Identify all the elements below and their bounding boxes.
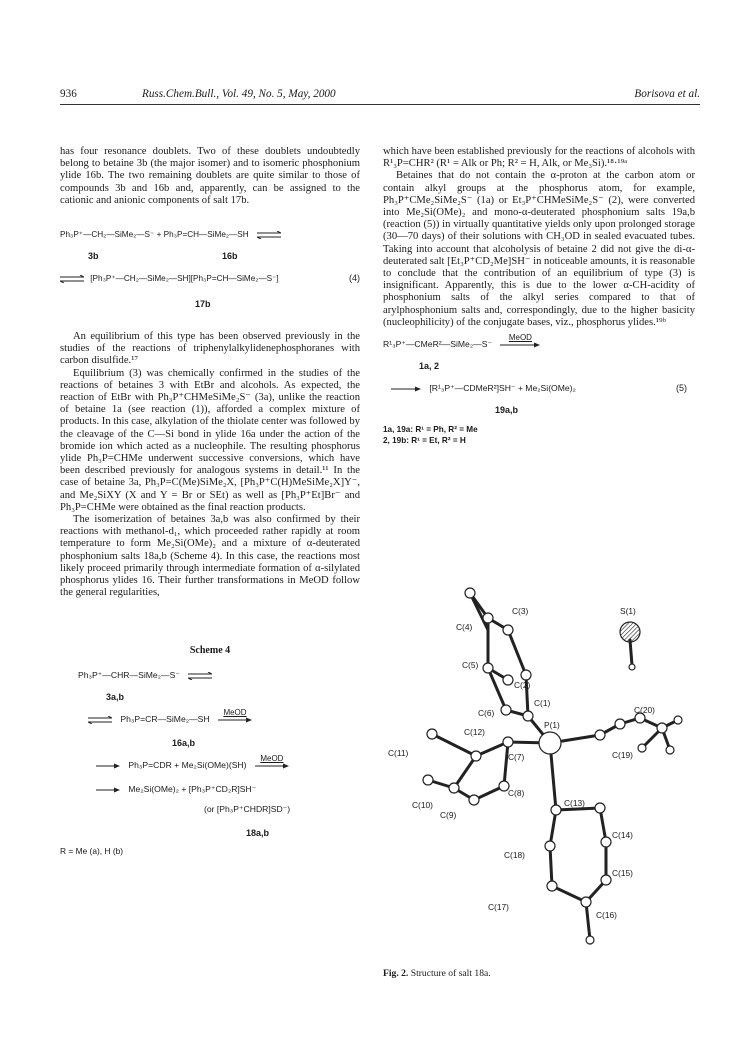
equation-5: [383, 332, 695, 447]
scheme-line-4: Me₂Si(OMe)₂ + [Ph₃P⁺CD₂R]SH⁻: [128, 784, 257, 795]
label-3b: 3b: [88, 251, 99, 262]
molecular-structure-figure: [380, 570, 710, 970]
figure-caption: [383, 968, 491, 979]
eq4-number: (4): [349, 273, 360, 284]
reagent-meod: MeOD: [260, 754, 284, 764]
label-1a-2: 1a, 2: [419, 361, 440, 372]
journal-citation: Russ.Chem.Bull., Vol. 49, No. 5, May, 2000: [142, 88, 336, 100]
label-3ab: 3a,b: [106, 692, 125, 703]
atom-label: C(13): [564, 798, 585, 808]
eq5-definition-1: 1a, 19a: R¹ = Ph, R² = Me: [383, 425, 478, 435]
eq5-definition-2: 2, 19b: R¹ = Et, R² = H: [383, 436, 466, 446]
figure-caption-text: Structure of salt 18a.: [410, 968, 491, 979]
eq4-reactants: Ph₃P⁺—CH₂—SiMe₂—S⁻ + Ph₃P=CH—SiMe₂—SH: [60, 230, 249, 240]
atom-label: C(2): [514, 680, 531, 690]
atom-label: C(8): [508, 788, 525, 798]
atom-label: C(3): [512, 606, 529, 616]
eq5-number: (5): [676, 383, 687, 394]
reaction-arrow: [391, 386, 421, 392]
right-paragraph-2: Betaines that do not contain the α-proton at the carbon atom or contain alkyl groups at the phosphorus atom, for example, Ph₃P⁺CMe₂SiMe₂S⁻ (1a) or Et₃P⁺CHMeSiMe₂S⁻ (2), were converted into Me₂Si(OMe)₂ and mono-α-deuterated phosphonium salts 19a,b (reaction (5)) in virtually quantitative yields only upon prolonged storage (30—70 days) of their solutions with CH₃OD in sealed evacuated tubes. Taking into account that alcoholysis of betaine 2 did not give the di-α-deuterated salt [Et₃P⁺CD₂Me]SH⁻ in noticeable amounts, it is reasonable to conclude that the contribution of an equilibrium of type (3) is insignificant. Apparently, this is due to the lower α-CH-acidity of phosphonium salts of the alkyl series compared to that of arylphosphonium salts and, correspondingly, due to the higher basicity (nucleophilicity) of the conjugate bases, viz., phosphorus ylides.¹⁹ᵇ: [383, 170, 695, 328]
header-rule: [60, 104, 700, 105]
atom-label: C(14): [612, 830, 633, 840]
running-header: [60, 88, 700, 104]
atom-label: C(7): [508, 752, 525, 762]
scheme-line-1: Ph₃P⁺—CHR—SiMe₂—S⁻: [78, 670, 180, 681]
reagent-meod: MeOD: [508, 332, 532, 342]
equilibrium-arrow: [188, 672, 212, 680]
atom-label: C(17): [488, 902, 509, 912]
equilibrium-arrow: [88, 716, 112, 724]
atom-label: C(18): [504, 850, 525, 860]
atom-label: C(19): [612, 750, 633, 760]
left-paragraph-4: The isomerization of betaines 3a,b was also confirmed by their reactions with methanol-d₁, which proceeded rather rapidly at room temperature to form Me₂Si(OMe)₂ and a mixture of α-deuterated phosphonium salts 18a,b (Scheme 4). In this case, the reactions most likely proceed primarily through intermediate formation of α-silylated phosphorus ylides 16. Their further transformations in MeOD follow the general regularities,: [60, 514, 360, 599]
left-paragraph-3: Equilibrium (3) was chemically confirmed in the studies of the reactions of betaines 3 with EtBr and alcohols. As expected, the reaction of EtBr with Ph₃P⁺CHMeSiMe₂S⁻ (3a), unlike the reaction of betaine 1a (see reaction (1)), afforded a complex mixture of products. In this case, alkylation of the thiolate center was followed by the cleavage of the C—Si bond in ylide 16a under the action of the bromide ion which acted as a nucleophile. The resulting phosphorus ylide Ph₃P=CHMe underwent successive conversions, which have been described previously for analogous systems in detail.¹¹ In the case of betaine 3a, Ph₃P=C(Me)SiMe₂X, [Ph₃P⁺C(H)MeSiMe₂X]Y⁻, and Me₂SiXY (X and Y = Br or SEt) as well as [Ph₃P⁺Et]Br⁻ and Ph₃P=CHMe were obtained as the final reaction products.: [60, 367, 360, 513]
equilibrium-arrow: [257, 231, 281, 239]
reagent-meod: MeOD: [223, 708, 247, 718]
label-16b: 16b: [222, 251, 238, 262]
atom-label: P(1): [544, 720, 560, 730]
label-17b: 17b: [195, 299, 211, 310]
scheme-line-2: Ph₃P=CR—SiMe₂—SH: [120, 714, 210, 725]
atom-label: C(6): [478, 708, 495, 718]
atom-label: C(9): [440, 810, 457, 820]
right-paragraph-1: which have been established previously for the reactions of alcohols with R¹₃P=CHR² (R¹ = Alk or Ph; R² = H, Alk, or Me₃Si).¹⁸·¹⁹ᵃ: [383, 146, 695, 170]
right-column: [383, 146, 695, 447]
page-number: 936: [60, 88, 77, 100]
atom-label: C(11): [388, 748, 409, 758]
eq5-products: [R¹₃P⁺—CDMeR²]SH⁻ + Me₂Si(OMe)₂: [429, 383, 576, 394]
label-16ab: 16a,b: [172, 738, 196, 749]
reaction-arrow: [500, 332, 540, 348]
scheme-line-3: Ph₃P=CDR + Me₂Si(OMe)(SH): [128, 760, 247, 771]
figure-caption-label: Fig. 2.: [383, 968, 409, 979]
atom-label: C(16): [596, 910, 617, 920]
eq5-reactant: R¹₃P⁺—CMeR²—SiMe₂—S⁻: [383, 339, 493, 350]
atom-label: C(1): [534, 698, 551, 708]
reaction-arrow: [218, 708, 252, 723]
atom-label: C(5): [462, 660, 479, 670]
atom-label: C(4): [456, 622, 473, 632]
scheme-4: [60, 670, 360, 880]
atom-label: C(20): [634, 705, 655, 715]
scheme-footnote: R = Me (a), H (b): [60, 846, 124, 857]
running-authors: Borisova et al.: [634, 88, 700, 100]
equation-4: [60, 229, 360, 315]
reaction-arrow: [96, 763, 120, 769]
atom-label: C(15): [612, 868, 633, 878]
label-19ab: 19a,b: [495, 405, 519, 416]
left-paragraph-2: An equilibrium of this type has been observed previously in the studies of the reactions of triphenylalkylidenephosphoranes with carbon disulfide.¹⁷: [60, 331, 360, 367]
scheme-line-5: (or [Ph₃P⁺CHDR]SD⁻): [204, 804, 291, 815]
atom-label: C(12): [464, 727, 485, 737]
equilibrium-arrow: [60, 275, 84, 283]
reaction-arrow: [255, 754, 289, 769]
left-paragraph-1: has four resonance doublets. Two of these doublets undoubtedly belong to betaine 3b (the major isomer) and to isomeric phosphonium ylide 16b. The two remaining doublets are quite similar to those of compounds 3b and 16b and, apparently, can be assigned to the cationic and anionic components of salt 17b.: [60, 146, 360, 206]
atom-label: C(10): [412, 800, 433, 810]
eq4-products: [Ph₃P⁺—CH₂—SiMe₂—SH][Ph₃P=CH—SiMe₂—S⁻]: [90, 274, 279, 284]
reaction-arrow: [96, 787, 120, 793]
scheme-title: Scheme 4: [189, 645, 231, 657]
left-column: [60, 146, 360, 880]
atom-label: S(1): [620, 606, 636, 616]
label-18ab: 18a,b: [246, 828, 270, 839]
